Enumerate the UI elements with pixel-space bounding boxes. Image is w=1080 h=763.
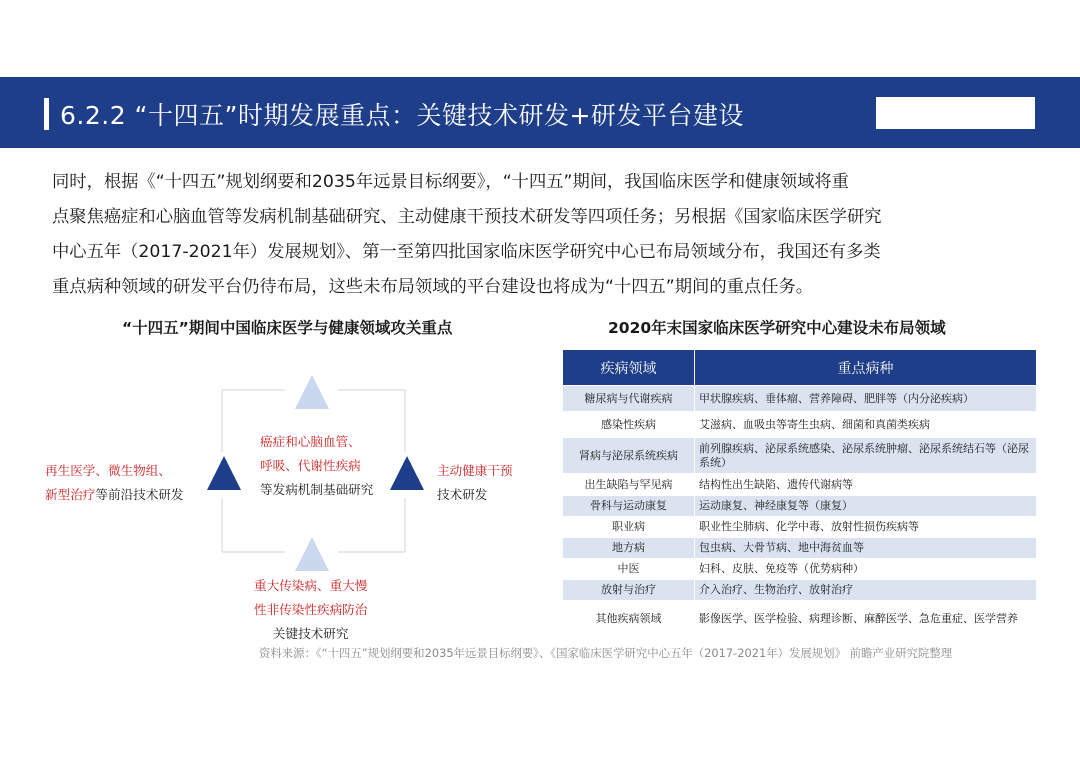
field-cell: 中医	[563, 559, 695, 580]
right-node-black: 技术研发	[437, 487, 488, 502]
left-node-red-2: 新型治疗	[45, 487, 96, 502]
table-title: 2020年末国家临床医学研究中心建设未布局领域	[608, 319, 946, 337]
diseases-cell: 妇科、皮肤、免疫等（优势病种）	[695, 559, 1037, 580]
table-row	[563, 386, 1037, 412]
top-node-black: 等发病机制基础研究	[260, 482, 374, 497]
bottom-light-triangle	[295, 537, 329, 571]
intro-line: 中心五年（2017-2021年）发展规划》、第一至第四批国家临床医学研究中心已布局领域分布，我国还有多类	[52, 242, 881, 262]
page-title: 6.2.2 “十四五”时期发展重点：关键技术研发+研发平台建设	[60, 101, 744, 130]
intro-line: 重点病种领域的研发平台仍待布局，这些未布局领域的平台建设也将成为“十四五”期间的重点任务。	[52, 277, 814, 297]
field-cell: 职业病	[563, 517, 695, 538]
table-header-field: 疾病领域	[563, 350, 695, 386]
table-row	[563, 474, 1037, 496]
diseases-cell: 影像医学、医学检验、病理诊断、麻醉医学、急危重症、医学营养	[695, 601, 1037, 637]
diagram-title: “十四五”期间中国临床医学与健康领域攻关重点	[122, 319, 453, 337]
diseases-cell: 甲状腺疾病、垂体瘤、营养障碍、肥胖等（内分泌疾病）	[695, 386, 1037, 412]
right-dark-triangle	[390, 456, 424, 490]
field-cell: 感染性疾病	[563, 412, 695, 438]
top-node-text	[260, 430, 373, 502]
diseases-cell: 艾滋病、血吸虫等寄生虫病、细菌和真菌类疾病	[695, 412, 1037, 438]
unassigned-fields-table	[562, 349, 1037, 637]
intro-paragraph	[52, 165, 1032, 305]
field-cell: 地方病	[563, 538, 695, 559]
right-node-text	[437, 459, 513, 507]
diseases-cell: 前列腺疾病、泌尿系统感染、泌尿系统肿瘤、泌尿系统结石等（泌尿系统）	[695, 438, 1037, 474]
left-node-black: 等前沿技术研发	[95, 487, 184, 502]
right-node-red-1: 主动健康干预	[437, 463, 513, 478]
table-row	[563, 496, 1037, 517]
diseases-cell: 包虫病、大骨节病、地中海贫血等	[695, 538, 1037, 559]
diseases-cell: 介入治疗、生物治疗、放射治疗	[695, 580, 1037, 601]
diseases-cell: 运动康复、神经康复等（康复）	[695, 496, 1037, 517]
table-row	[563, 438, 1037, 474]
left-node-red-1: 再生医学、微生物组、	[45, 463, 171, 478]
bottom-node-red-2: 性非传染性疾病防治	[254, 602, 368, 617]
source-note: 资料来源：《“十四五”规划纲要和2035年远景目标纲要》、《国家临床医学研究中心五年（2017-2021年）发展规划》 前瞻产业研究院整理	[259, 646, 953, 660]
table-row	[563, 412, 1037, 438]
header-blank-box	[876, 97, 1035, 129]
top-node-red-2: 呼吸、代谢性疾病	[260, 458, 361, 473]
field-cell: 其他疾病领域	[563, 601, 695, 637]
left-node-text	[45, 459, 184, 507]
field-cell: 出生缺陷与罕见病	[563, 474, 695, 496]
bottom-node-red-1: 重大传染病、重大慢	[254, 578, 368, 593]
intro-line: 同时，根据《“十四五”规划纲要和2035年远景目标纲要》，“十四五”期间，我国临床医学和健康领域将重	[52, 172, 849, 192]
intro-line: 点聚焦癌症和心脑血管等发病机制基础研究、主动健康干预技术研发等四项任务；另根据《国家临床医学研究	[52, 207, 882, 227]
table-header-row	[563, 350, 1037, 386]
table-row	[563, 517, 1037, 538]
field-cell: 骨科与运动康复	[563, 496, 695, 517]
bottom-node-black: 关键技术研究	[272, 626, 349, 641]
diseases-cell: 结构性出生缺陷、遗传代谢病等	[695, 474, 1037, 496]
focus-diagram	[0, 360, 560, 660]
top-node-red-1: 癌症和心脑血管、	[260, 434, 361, 449]
table-row	[563, 559, 1037, 580]
table-row	[563, 580, 1037, 601]
header-accent-bar	[44, 98, 49, 130]
field-cell: 肾病与泌尿系统疾病	[563, 438, 695, 474]
diseases-cell: 职业性尘肺病、化学中毒、放射性损伤疾病等	[695, 517, 1037, 538]
table-header-diseases: 重点病种	[695, 350, 1037, 386]
table-row	[563, 601, 1037, 637]
table-row	[563, 538, 1037, 559]
field-cell: 放射与治疗	[563, 580, 695, 601]
top-light-triangle	[295, 375, 329, 409]
field-cell: 糖尿病与代谢疾病	[563, 386, 695, 412]
left-dark-triangle	[207, 456, 241, 490]
bottom-node-text	[254, 574, 367, 646]
